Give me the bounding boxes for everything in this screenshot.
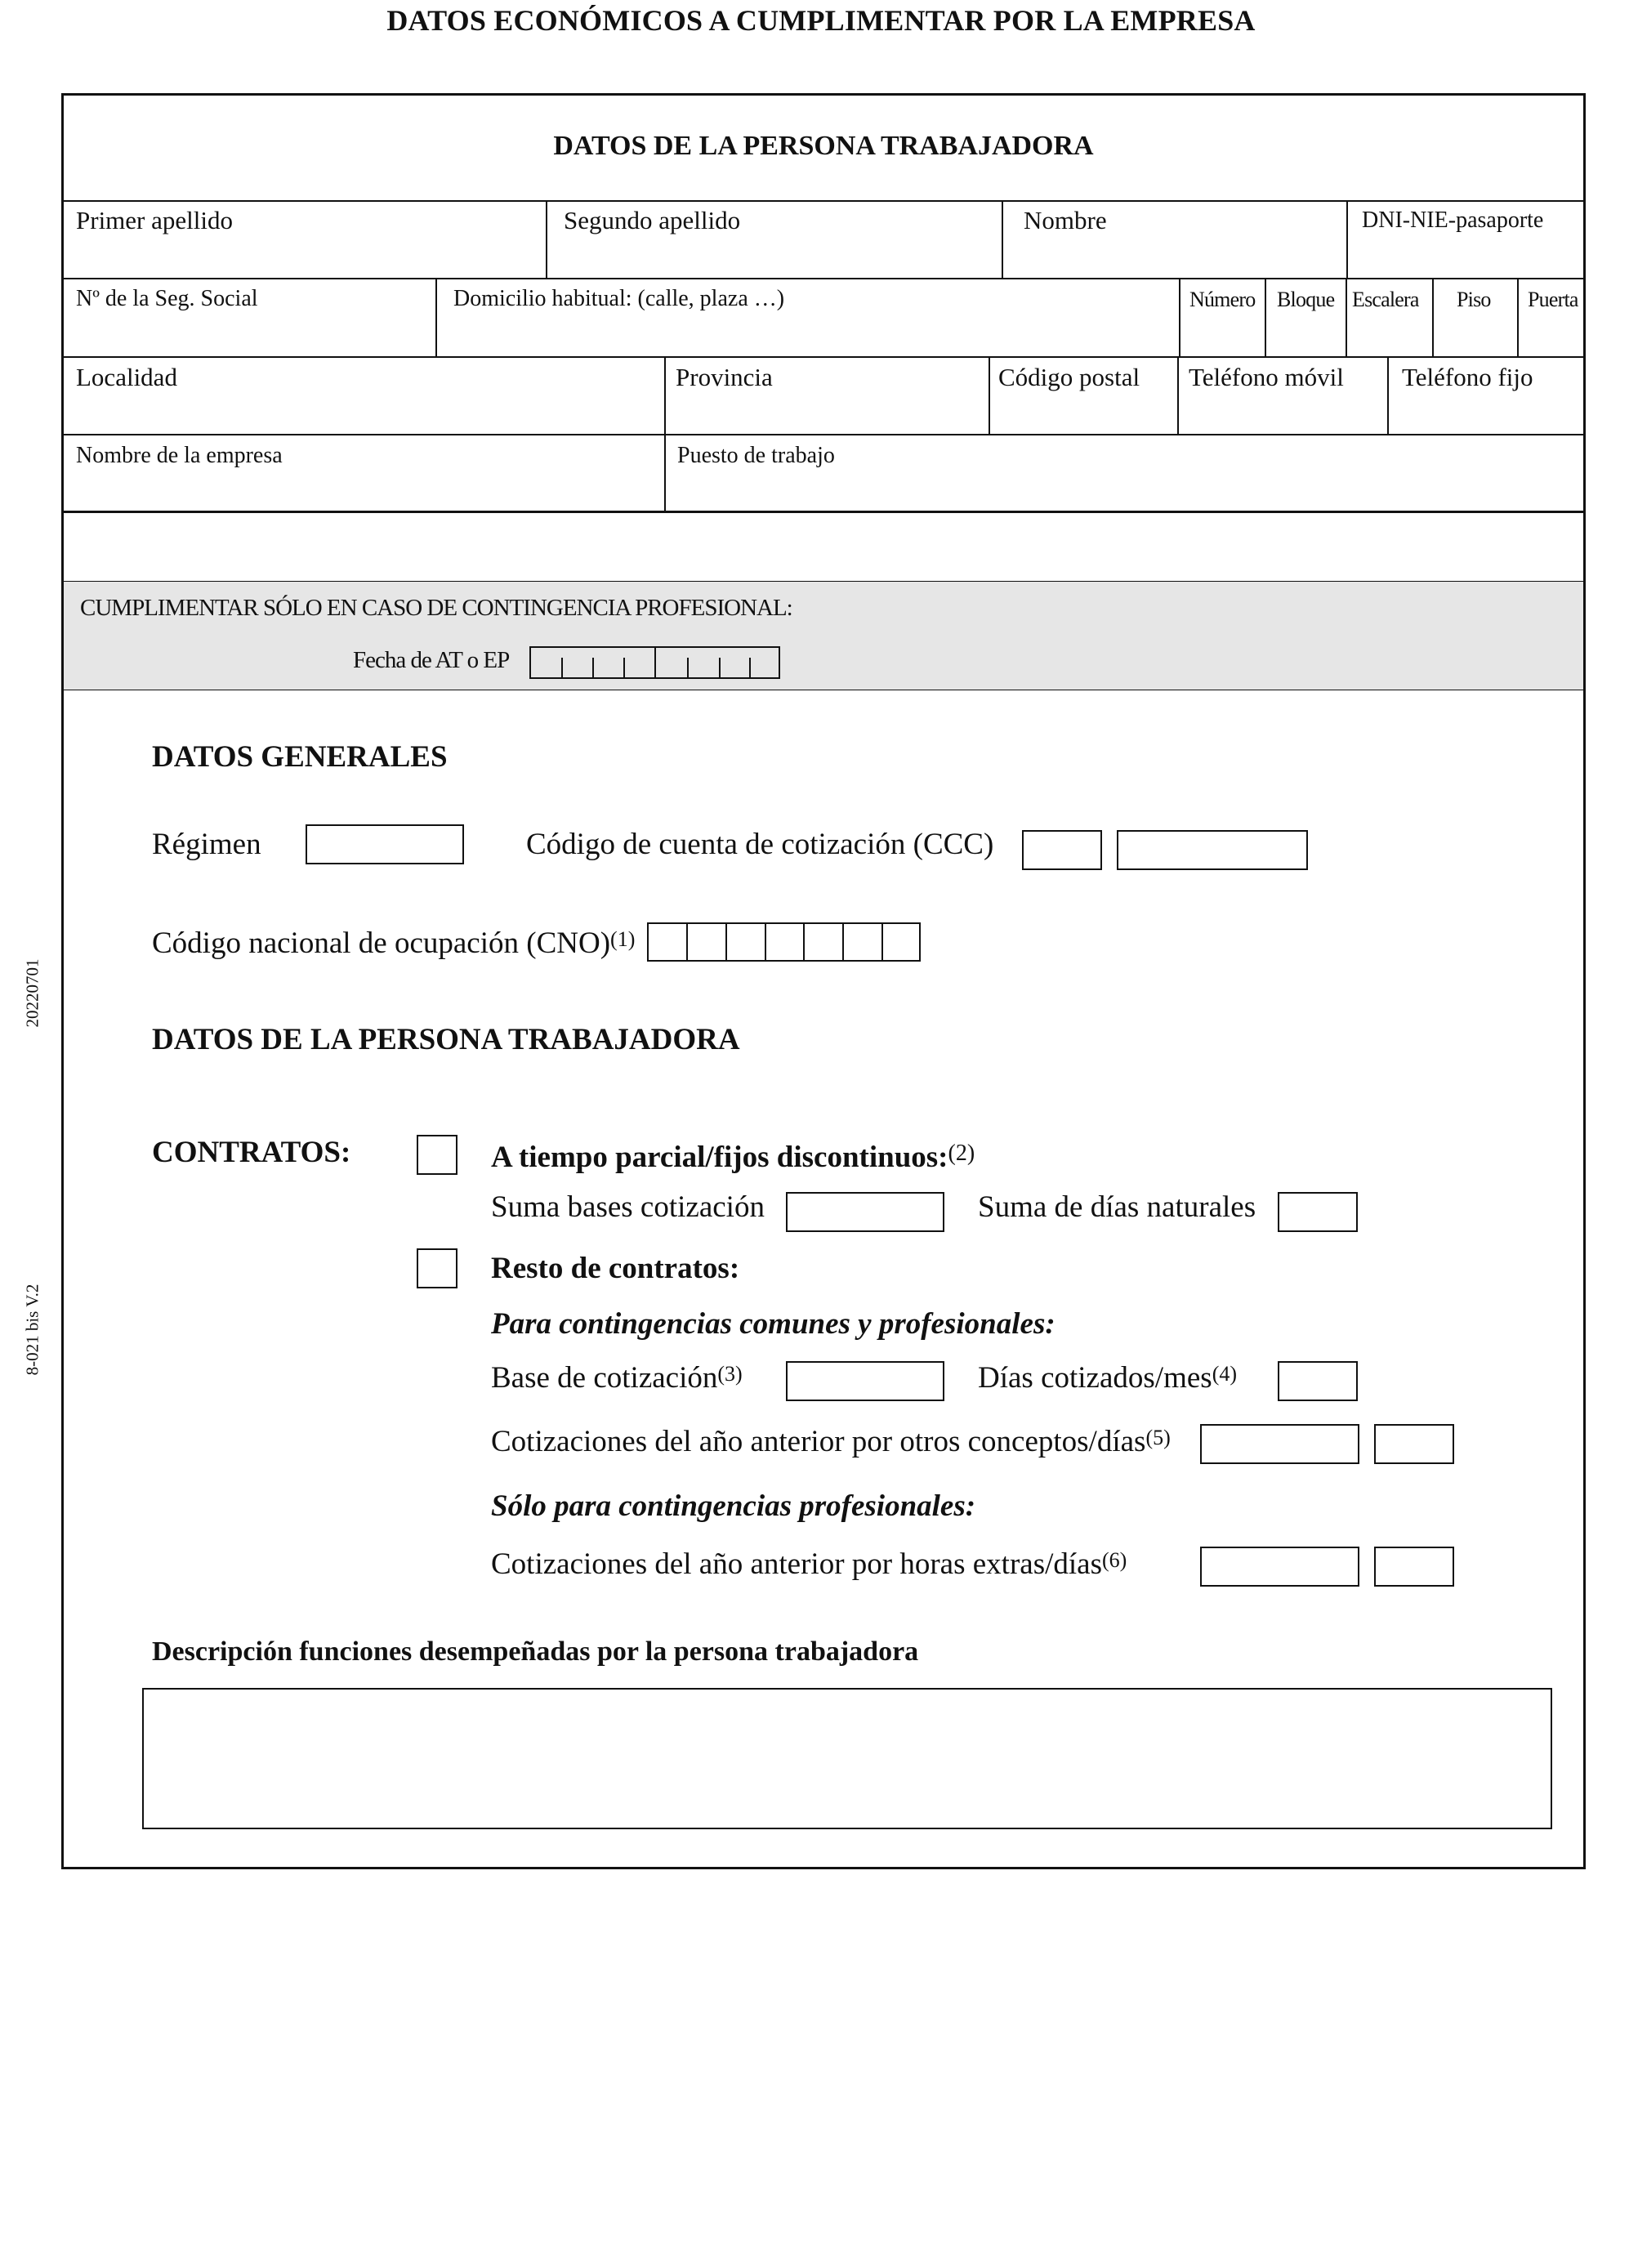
digit-tick xyxy=(749,658,751,677)
digit-tick xyxy=(719,658,721,677)
dias-cotizados-input[interactable] xyxy=(1278,1361,1358,1401)
cell-divider xyxy=(989,357,990,434)
table-rule xyxy=(61,434,1586,435)
date-day-month-box xyxy=(529,646,656,679)
table-rule xyxy=(61,200,1586,202)
cell-divider xyxy=(435,279,437,356)
base-cotizacion-note: (3) xyxy=(717,1362,743,1386)
cell-divider xyxy=(546,201,547,278)
sum-days-input[interactable] xyxy=(1278,1192,1358,1232)
side-code-date: 20220701 xyxy=(22,958,42,1028)
cell-divider xyxy=(1346,201,1348,278)
cno-label xyxy=(152,926,635,961)
table-rule xyxy=(61,356,1586,358)
field-escalera[interactable]: Escalera xyxy=(1352,288,1419,311)
cell-divider xyxy=(1432,279,1434,356)
description-title: Descripción funciones desempeñadas por la persona trabajadora xyxy=(152,1636,919,1667)
worker-header-title: DATOS DE LA PERSONA TRABAJADORA xyxy=(553,131,1094,161)
cno-digit-box xyxy=(725,922,766,962)
partial-contract-label: A tiempo parcial/fijos discontinuos: xyxy=(491,1141,948,1174)
field-localidad[interactable]: Localidad xyxy=(76,363,177,391)
dias-cotizados-text: Días cotizados/mes xyxy=(978,1361,1212,1395)
date-at-ep-input[interactable] xyxy=(529,646,780,679)
field-primer-apellido[interactable]: Primer apellido xyxy=(76,206,233,234)
contingency-date-label: Fecha de AT o EP xyxy=(353,647,510,673)
dias-cotizados-label xyxy=(978,1360,1237,1395)
field-nombre-empresa[interactable]: Nombre de la empresa xyxy=(76,443,283,468)
field-telefono-fijo[interactable]: Teléfono fijo xyxy=(1402,363,1533,391)
base-cotizacion-input[interactable] xyxy=(786,1361,944,1401)
form-title: DATOS ECONÓMICOS A CUMPLIMENTAR POR LA EMPRESA xyxy=(386,4,1256,37)
ccc-input-number[interactable] xyxy=(1117,830,1308,870)
field-puesto-trabajo[interactable]: Puesto de trabajo xyxy=(677,443,835,468)
cell-divider xyxy=(1179,279,1180,356)
cno-digit-box xyxy=(842,922,883,962)
date-year-box xyxy=(654,646,780,679)
cno-input[interactable] xyxy=(647,922,921,962)
description-textarea[interactable] xyxy=(142,1688,1552,1829)
prev-extra-note: (6) xyxy=(1101,1548,1127,1572)
digit-tick xyxy=(623,658,625,677)
cell-divider xyxy=(1346,279,1347,356)
digit-tick xyxy=(592,658,594,677)
prev-extra-amount-input[interactable] xyxy=(1200,1547,1359,1587)
cno-digit-box xyxy=(803,922,844,962)
base-cotizacion-label xyxy=(491,1360,743,1395)
cno-digit-box xyxy=(881,922,921,962)
ccc-label: Código de cuenta de cotización (CCC) xyxy=(526,828,994,861)
sum-days-label: Suma de días naturales xyxy=(978,1190,1256,1224)
partial-contract-checkbox[interactable] xyxy=(417,1135,457,1175)
cell-divider xyxy=(1002,201,1003,278)
table-rule xyxy=(61,511,1586,513)
field-segundo-apellido[interactable]: Segundo apellido xyxy=(564,206,741,234)
sum-bases-label: Suma bases cotización xyxy=(491,1190,765,1224)
prev-other-amount-input[interactable] xyxy=(1200,1424,1359,1464)
dias-cotizados-note: (4) xyxy=(1212,1362,1238,1386)
prev-other-note: (5) xyxy=(1145,1426,1171,1449)
field-codigo-postal[interactable]: Código postal xyxy=(998,363,1140,391)
ccc-input-prefix[interactable] xyxy=(1022,830,1102,870)
base-cotizacion-text: Base de cotización xyxy=(491,1361,718,1395)
regimen-label: Régimen xyxy=(152,828,261,861)
regimen-input[interactable] xyxy=(306,824,464,864)
rest-contracts-checkbox[interactable] xyxy=(417,1248,457,1288)
cell-divider xyxy=(1177,357,1179,434)
digit-tick xyxy=(561,658,563,677)
prev-other-text: Cotizaciones del año anterior por otros conceptos/días xyxy=(491,1425,1146,1458)
cell-divider xyxy=(664,357,666,434)
rest-contracts-label: Resto de contratos: xyxy=(491,1252,740,1285)
cno-digit-box xyxy=(765,922,805,962)
cno-digit-box xyxy=(686,922,727,962)
field-puerta[interactable]: Puerta xyxy=(1528,288,1578,311)
worker-data-title: DATOS DE LA PERSONA TRABAJADORA xyxy=(152,1023,740,1056)
prev-other-label xyxy=(491,1424,1171,1459)
partial-contract-heading xyxy=(491,1140,975,1175)
form-frame xyxy=(61,93,1586,1869)
general-title: DATOS GENERALES xyxy=(152,740,448,774)
side-code-form: 8-021 bis V.2 xyxy=(22,1284,42,1376)
digit-tick xyxy=(687,658,689,677)
prof-only-label: Sólo para contingencias profesionales: xyxy=(491,1489,976,1523)
field-seg-social[interactable]: Nº de la Seg. Social xyxy=(76,286,258,311)
field-piso[interactable]: Piso xyxy=(1457,288,1491,311)
cno-digit-box xyxy=(647,922,688,962)
contratos-label: CONTRATOS: xyxy=(152,1136,351,1169)
field-numero[interactable]: Número xyxy=(1189,288,1256,311)
cell-divider xyxy=(664,435,666,511)
cell-divider xyxy=(1387,357,1389,434)
cell-divider xyxy=(1265,279,1266,356)
prev-extra-text: Cotizaciones del año anterior por horas extras/días xyxy=(491,1547,1102,1581)
cno-note: (1) xyxy=(610,927,636,951)
common-prof-label: Para contingencias comunes y profesionales: xyxy=(491,1307,1056,1341)
table-rule xyxy=(61,278,1586,279)
prev-extra-label xyxy=(491,1547,1127,1582)
field-domicilio[interactable]: Domicilio habitual: (calle, plaza …) xyxy=(453,286,785,311)
prev-other-days-input[interactable] xyxy=(1374,1424,1454,1464)
field-bloque[interactable]: Bloque xyxy=(1277,288,1335,311)
field-dni[interactable]: DNI-NIE-pasaporte xyxy=(1362,208,1544,233)
contingency-label: CUMPLIMENTAR SÓLO EN CASO DE CONTINGENCIA PROFESIONAL: xyxy=(80,595,792,621)
field-telefono-movil[interactable]: Teléfono móvil xyxy=(1189,363,1344,391)
cno-label-text: Código nacional de ocupación (CNO) xyxy=(152,926,611,960)
prev-extra-days-input[interactable] xyxy=(1374,1547,1454,1587)
cell-divider xyxy=(1517,279,1519,356)
field-nombre[interactable]: Nombre xyxy=(1024,206,1107,234)
partial-contract-note: (2) xyxy=(948,1141,975,1166)
field-provincia[interactable]: Provincia xyxy=(676,363,773,391)
sum-bases-input[interactable] xyxy=(786,1192,944,1232)
